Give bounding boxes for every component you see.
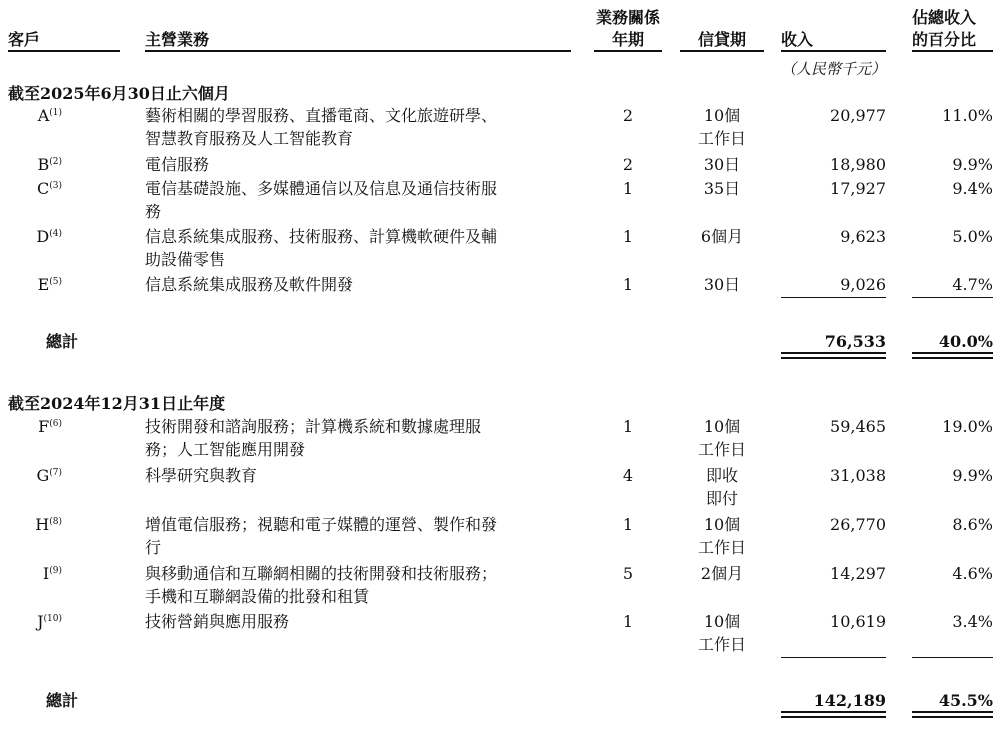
credit-period-line-1: 即收 <box>705 466 738 485</box>
credit-period-line-2: 工作日 <box>697 129 746 148</box>
revenue-value: 9,026 <box>840 275 886 294</box>
footnote-ref: (7) <box>49 468 62 478</box>
header-rule <box>8 50 120 52</box>
header-business: 主營業務 <box>145 30 210 49</box>
footnote-ref: (2) <box>49 157 62 167</box>
total-pct: 40.0% <box>938 332 993 351</box>
customer-id <box>0 415 62 439</box>
relationship-years: 2 <box>622 106 634 125</box>
percentage-value: 9.9% <box>952 155 993 174</box>
customer-letter: C <box>37 179 50 198</box>
business-line-1: 技術營銷與應用服務 <box>145 612 290 631</box>
percentage-value: 8.6% <box>952 515 993 534</box>
business-line-2: 務 <box>145 202 162 221</box>
revenue-value: 31,038 <box>830 466 886 485</box>
credit-period-line-1: 30日 <box>703 275 741 294</box>
business-line-1: 藝術相關的學習服務、直播電商、文化旅遊研學、 <box>145 106 498 125</box>
customer-id <box>0 177 62 201</box>
customer-id <box>0 104 62 128</box>
header-pct-line1: 佔總收入 <box>912 8 977 27</box>
business-line-1: 技術開發和諮詢服務；計算機系統和數據處理服 <box>145 417 482 436</box>
header-years-line2: 年期 <box>611 30 644 49</box>
revenue-value: 26,770 <box>830 515 886 534</box>
revenue-value: 10,619 <box>830 612 886 631</box>
business-line-1: 與移動通信和互聯網相關的技術開發和技術服務； <box>145 564 498 583</box>
subtotal-rule <box>781 657 886 658</box>
percentage-value: 3.4% <box>952 612 993 631</box>
section-title: 截至2025年6月30日止六個月 <box>8 84 230 103</box>
credit-period-line-1: 10個 <box>703 515 741 534</box>
relationship-years: 1 <box>622 417 634 436</box>
footnote-ref: (10) <box>43 614 62 624</box>
revenue-value: 9,623 <box>840 227 886 246</box>
revenue-value: 17,927 <box>830 179 886 198</box>
header-rule <box>594 50 662 52</box>
footnote-ref: (6) <box>49 419 62 429</box>
business-line-2: 助設備零售 <box>145 250 226 269</box>
total-revenue: 142,189 <box>813 691 886 710</box>
header-credit: 信貸期 <box>697 30 746 49</box>
percentage-value: 19.0% <box>942 417 993 436</box>
business-line-2: 行 <box>145 538 162 557</box>
header-rule <box>781 50 886 52</box>
percentage-value: 4.6% <box>952 564 993 583</box>
relationship-years: 1 <box>622 275 634 294</box>
business-line-1: 電信服務 <box>145 155 210 174</box>
percentage-value: 5.0% <box>952 227 993 246</box>
business-line-1: 信息系統集成服務及軟件開發 <box>145 275 354 294</box>
subtotal-rule <box>781 297 886 298</box>
customer-letter: J <box>37 612 44 631</box>
customer-id <box>0 464 62 488</box>
section-title: 截至2024年12月31日止年度 <box>8 394 226 413</box>
customer-id <box>0 610 62 634</box>
percentage-value: 9.9% <box>952 466 993 485</box>
revenue-value: 20,977 <box>830 106 886 125</box>
footnote-ref: (4) <box>49 229 62 239</box>
customer-id <box>0 562 62 586</box>
business-line-1: 增值電信服務；視聽和電子媒體的運營、製作和發 <box>145 515 498 534</box>
footnote-ref: (9) <box>49 566 62 576</box>
relationship-years: 1 <box>622 179 634 198</box>
customer-letter: A <box>37 106 50 125</box>
credit-period-line-1: 2個月 <box>700 564 744 583</box>
credit-period-line-2: 工作日 <box>697 538 746 557</box>
credit-period-line-1: 10個 <box>703 612 741 631</box>
customer-letter: G <box>36 466 50 485</box>
total-label: 總計 <box>46 332 79 351</box>
business-line-1: 信息系統集成服務、技術服務、計算機軟硬件及輔 <box>145 227 498 246</box>
customer-id <box>0 273 62 297</box>
header-rule <box>912 50 993 52</box>
double-rule <box>781 711 886 718</box>
subtotal-rule <box>912 297 993 298</box>
double-rule <box>912 352 993 359</box>
customer-letter: E <box>37 275 50 294</box>
total-label: 總計 <box>46 691 79 710</box>
credit-period-line-2: 工作日 <box>697 635 746 654</box>
customer-id <box>0 225 62 249</box>
customer-letter: D <box>36 227 50 246</box>
subtotal-rule <box>912 657 993 658</box>
customer-letter: H <box>35 515 50 534</box>
relationship-years: 5 <box>622 564 634 583</box>
relationship-years: 2 <box>622 155 634 174</box>
double-rule <box>781 352 886 359</box>
header-years-line1: 業務關係 <box>595 8 660 27</box>
header-rule <box>145 50 571 52</box>
business-line-1: 電信基礎設施、多媒體通信以及信息及通信技術服 <box>145 179 498 198</box>
business-line-2: 智慧教育服務及人工智能教育 <box>145 129 354 148</box>
customer-id <box>0 513 62 537</box>
credit-period-line-1: 30日 <box>703 155 741 174</box>
credit-period-line-1: 10個 <box>703 417 741 436</box>
footnote-ref: (3) <box>49 181 62 191</box>
percentage-value: 9.4% <box>952 179 993 198</box>
footnote-ref: (5) <box>49 277 62 287</box>
header-rule <box>680 50 764 52</box>
total-revenue: 76,533 <box>824 332 886 351</box>
business-line-2: 務；人工智能應用開發 <box>145 440 306 459</box>
business-line-2: 手機和互聯網設備的批發和租賃 <box>145 587 370 606</box>
customer-letter: I <box>42 564 50 583</box>
header-revenue: 收入 <box>781 30 814 49</box>
relationship-years: 1 <box>622 515 634 534</box>
header-customer: 客戶 <box>8 30 41 49</box>
customer-letter: B <box>37 155 50 174</box>
credit-period-line-1: 35日 <box>703 179 741 198</box>
percentage-value: 11.0% <box>942 106 993 125</box>
unit-label: （人民幣千元） <box>781 60 887 78</box>
footnote-ref: (1) <box>49 108 62 118</box>
credit-period-line-2: 工作日 <box>697 440 746 459</box>
credit-period-line-1: 6個月 <box>700 227 744 246</box>
customer-id <box>0 153 62 177</box>
double-rule <box>912 711 993 718</box>
business-line-1: 科學研究與教育 <box>145 466 258 485</box>
revenue-value: 14,297 <box>830 564 886 583</box>
revenue-value: 59,465 <box>830 417 886 436</box>
percentage-value: 4.7% <box>952 275 993 294</box>
relationship-years: 1 <box>622 612 634 631</box>
credit-period-line-1: 10個 <box>703 106 741 125</box>
footnote-ref: (8) <box>49 517 62 527</box>
revenue-value: 18,980 <box>830 155 886 174</box>
relationship-years: 1 <box>622 227 634 246</box>
relationship-years: 4 <box>622 466 634 485</box>
credit-period-line-2: 即付 <box>705 489 738 508</box>
header-pct-line2: 的百分比 <box>912 30 977 49</box>
customer-letter: F <box>38 417 50 436</box>
total-pct: 45.5% <box>938 691 993 710</box>
